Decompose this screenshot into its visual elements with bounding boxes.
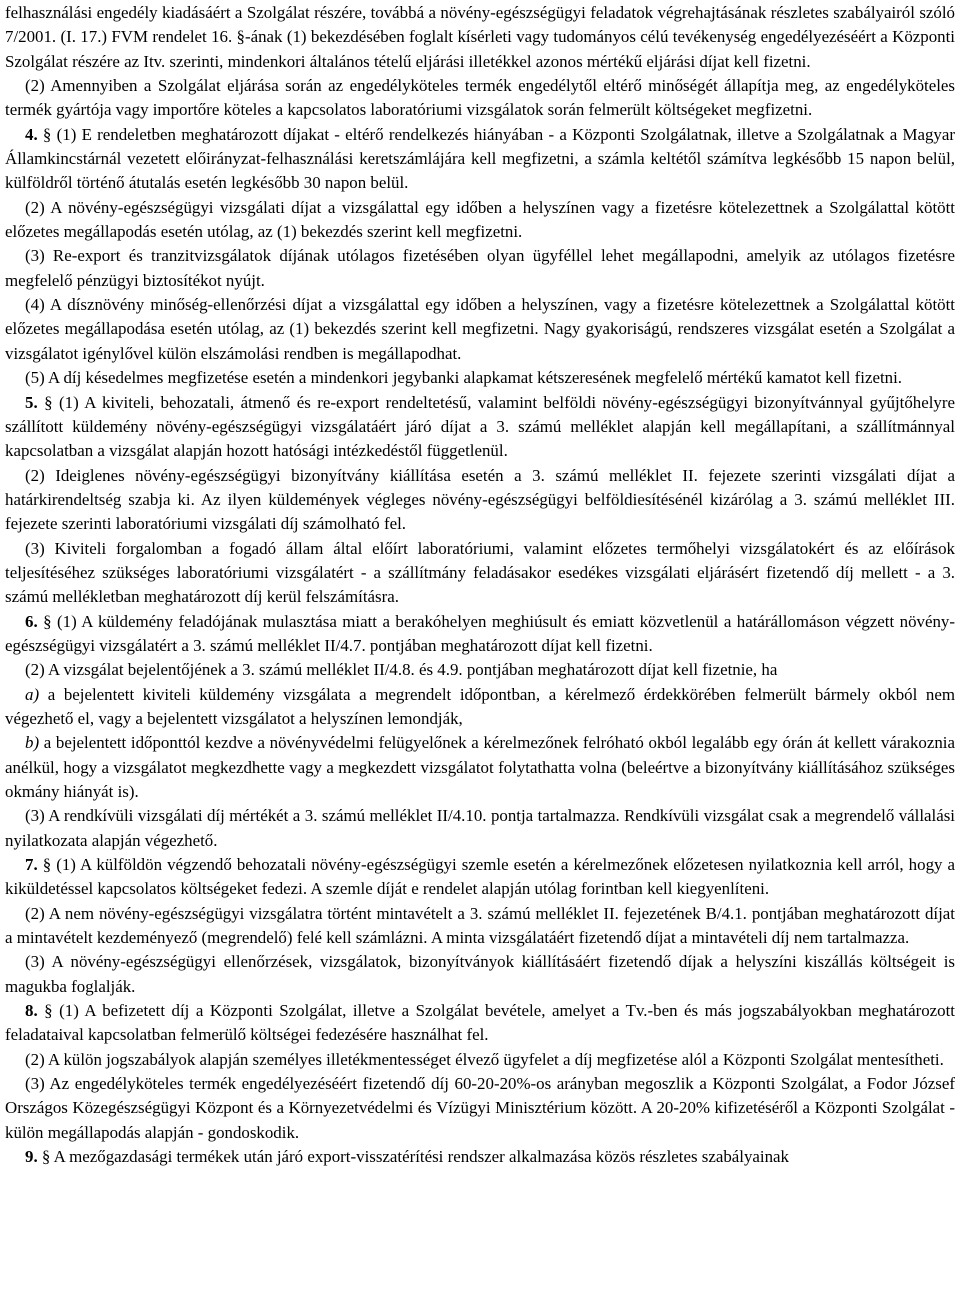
document-body: [5, 0, 955, 1170]
paragraph-text: (5) A díj késedelmes megfizetése esetén a mindenkori jegybanki alapkamat kétszeresének megfelelő mértékű kamatot kell fizetni.: [25, 368, 903, 388]
paragraph-text: § (1) E rendeletben meghatározott díjakat - eltérő rendelkezés hiányában - a Központi Szolgálatnak, illetve a Szolgálatnak a Magyar Államkincstárnál vezetett előirányzat-felhasználási keretszámlájára kell megfizetni, a számla keltétől számítva legkésőbb 15 napon belül, külföldről történő átutalás esetén legkésőbb 30 napon belül.: [5, 124, 955, 193]
section-number: 5.: [25, 392, 38, 412]
paragraph-text: § (1) A külföldön végzendő behozatali növény-egészségügyi szemle esetén a kérelmezőnek előzetesen nyilatkoznia kell arról, hogy a kiküldetéssel kapcsolatos költségeket fedezi. A szemle díját e rendelet alapján utólag forintban kell kiegyenlíteni.: [5, 855, 955, 899]
paragraph: [5, 999, 955, 1048]
paragraph-text: (3) Kiviteli forgalomban a fogadó állam által előírt laboratóriumi, valamint előzetes termőhelyi vizsgálatokért és az előírások teljesítéséhez szükséges laboratóriumi vizsgálatért - a szállítmány feladásakor esedékes vizsgálati eljárásért fizetendő díj mellett - a 3. számú mellékletban meghatározott díj kerül felszámításra.: [5, 538, 955, 607]
paragraph-text: felhasználási engedély kiadásáért a Szolgálat részére, továbbá a növény-egészségügyi feladatok végrehajtásának részletes szabályairól szóló 7/2001. (I. 17.) FVM rendelet 16. §-ának (1) bekezdésében foglalt kísérleti vagy tudományos célú tevékenység engedélyezéséért a Központi Szolgálat részére az Itv. szerinti, mindenkori általános tételű eljárási illetékkel azonos mértékű eljárási díjat kell fizetni.: [5, 3, 955, 71]
paragraph-text: (4) A dísznövény minőség-ellenőrzési díjat a vizsgálattal egy időben a helyszínen, vagy a fizetésre kötelezettnek a Szolgálattal kötött előzetes megállapodása esetén utólag, az (1) bekezdés szerint kell megfizetni. Nagy gyakoriságú, rendszeres vizsgálat esetén a Szolgálat a vizsgálatot igénylővel külön elszámolási rendben is megállapodhat.: [5, 295, 955, 363]
paragraph-text: (2) A nem növény-egészségügyi vizsgálatra történt mintavételt a 3. számú melléklet II. fejezetének B/4.1. pontjában meghatározott díjat a mintavételt kezdeményező (megrendelő) felé kell számlázni. A minta vizsgálatáért fizetendő díjat a mintavételi díj nem tartalmazza.: [5, 903, 955, 948]
paragraph: [5, 123, 955, 196]
section-number: 8.: [25, 1001, 38, 1021]
paragraph-text: § (1) A küldemény feladójának mulasztása miatt a berakóhelyen meghiúsult és emiatt közvetlenül a határállomáson végzett növény-egészségügyi vizsgálatért a 3. számú melléklet II/4.7. pontjában meghatározott díjat kell fizetni.: [5, 611, 955, 655]
paragraph: [5, 537, 955, 610]
paragraph: [5, 853, 955, 902]
paragraph-text: (2) A vizsgálat bejelentőjének a 3. számú melléklet II/4.8. és 4.9. pontjában meghatározott díjat kell fizetnie, ha: [25, 660, 778, 680]
section-number: 4.: [25, 124, 38, 144]
paragraph-text: (2) Amennyiben a Szolgálat eljárása során az engedélyköteles termék engedélytől eltérő minőségét állapítja meg, az engedélyköteles termék gyártója vagy importőre köteles a kapcsolatos laboratóriumi vizsgálatok során felmerült költségeket megfizetni.: [5, 76, 955, 120]
paragraph: [5, 804, 955, 853]
paragraph-text: a bejelentett kiviteli küldemény vizsgálata a megrendelt időpontban, a kérelmező érdekkörében felmerült bármely okból nem végezhető el, vagy a bejelentett vizsgálatot a helyszínen lemondják,: [5, 684, 955, 728]
paragraph-text: (2) Ideiglenes növény-egészségügyi bizonyítvány kiállítása esetén a 3. számú melléklet II. fejezete szerinti vizsgálati díjat a határkirendeltség szabja ki. Az ilyen küldemények végleges növény-egészségügyi belföldiesítésénél kizárólag a 3. számú melléklet III. fejezete szerinti laboratóriumi vizsgálati díj számolható fel.: [5, 465, 955, 534]
paragraph-text: (3) Az engedélyköteles termék engedélyezéséért fizetendő díj 60-20-20%-os arányban megoszlik a Központi Szolgálat, a Fodor József Országos Közegészségügyi Központ és a Környezetvédelmi és Vízügyi Minisztérium között. A 20-20% kifizetéséről a Központi Szolgálat - külön megállapodás alapján - gondoskodik.: [5, 1074, 955, 1142]
paragraph-text: (2) A külön jogszabályok alapján személyes illetékmentességet élvező ügyfelet a díj megfizetése alól a Központi Szolgálat mentesítheti.: [25, 1049, 944, 1069]
paragraph: [5, 196, 955, 245]
paragraph-text: § (1) A befizetett díj a Központi Szolgálat, illetve a Szolgálat bevétele, amelyet a Tv.-ben és más jogszabályokban meghatározott feladataival kapcsolatban felmerülő költségei fedezésére használhat fel.: [5, 1001, 955, 1045]
section-number: 7.: [25, 855, 38, 875]
paragraph-text: § (1) A kiviteli, behozatali, átmenő és re-export rendeltetésű, valamint belföldi növény-egészségügyi bizonyítvánnyal gyűjtőhelyre szállított küldemény növény-egészségügyi vizsgálatáért járó díjat a 3. számú melléklet alapján kell megállapítani, a szállítmánnyal kapcsolatban a vizsgálat alapján hozott hatósági intézkedéstől függetlenül.: [5, 392, 955, 461]
list-letter: b): [25, 733, 40, 753]
paragraph: [5, 658, 955, 682]
paragraph-text: (3) A rendkívüli vizsgálati díj mértékét a 3. számú melléklet II/4.10. pontja tartalmazza. Rendkívüli vizsgálat csak a megrendelő vállalási nyilatkozata alapján végezhető.: [5, 806, 955, 850]
section-number: 9.: [25, 1147, 38, 1167]
paragraph: [5, 74, 955, 123]
paragraph: [5, 610, 955, 659]
paragraph: [5, 464, 955, 537]
paragraph: [5, 1145, 955, 1169]
paragraph-text: (3) A növény-egészségügyi ellenőrzések, vizsgálatok, bizonyítványok kiállításáért fizetendő díjak a helyszíni kiszállás költségeit is magukba foglalják.: [5, 952, 955, 996]
paragraph: [5, 293, 955, 366]
paragraph: [5, 244, 955, 293]
paragraph: [5, 683, 955, 732]
paragraph: [5, 366, 955, 390]
paragraph: [5, 950, 955, 999]
paragraph-text: a bejelentett időponttól kezdve a növényvédelmi felügyelőnek a kérelmezőnek felróható okból legalább egy órán át kellett várakoznia anélkül, hogy a vizsgálatot megkezdhette vagy a megkezdett vizsgálatot folytathatta volna (beleértve a bizonyítvány kiállításához szükséges okmány hiányát is).: [5, 733, 955, 801]
paragraph: [5, 731, 955, 804]
list-letter: a): [25, 684, 40, 704]
paragraph: [5, 1, 955, 74]
section-number: 6.: [25, 611, 38, 631]
paragraph: [5, 1048, 955, 1072]
paragraph: [5, 391, 955, 464]
paragraph-text: (2) A növény-egészségügyi vizsgálati díjat a vizsgálattal egy időben a helyszínen vagy a fizetésre kötelezettnek a Szolgálattal kötött előzetes megállapodás esetén utólag, az (1) bekezdés szerint kell megfizetni.: [5, 197, 955, 242]
paragraph: [5, 1072, 955, 1145]
paragraph-text: (3) Re-export és tranzitvizsgálatok díjának utólagos fizetésében olyan ügyféllel lehet megállapodni, amelyik az utólagos fizetésre megfelelő pénzügyi biztosítékot nyújt.: [5, 246, 955, 290]
paragraph-text: § A mezőgazdasági termékek után járó export-visszatérítési rendszer alkalmazása közös részletes szabályainak: [37, 1147, 789, 1167]
paragraph: [5, 902, 955, 951]
